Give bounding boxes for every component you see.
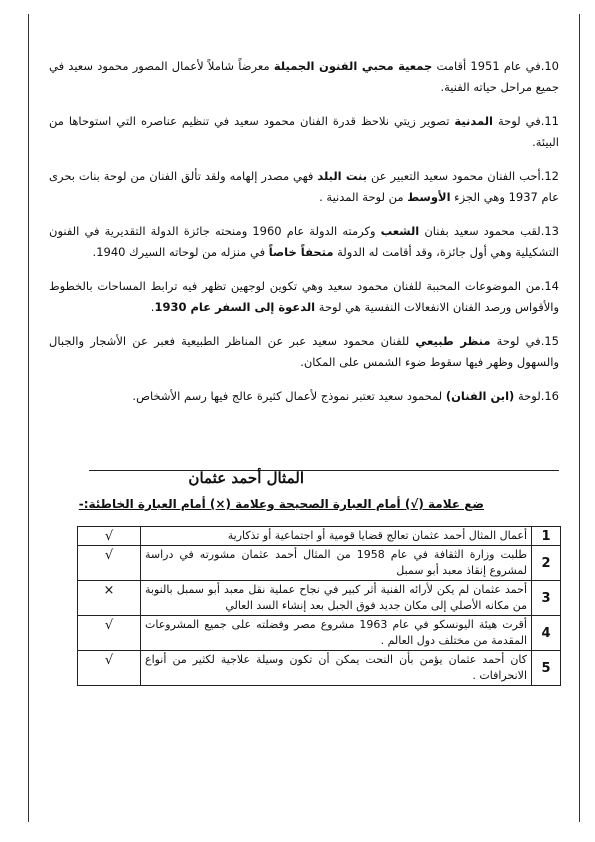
row-answer-mark[interactable]: √: [78, 616, 141, 651]
row-answer-mark[interactable]: ×: [78, 581, 141, 616]
statement-number: 11.: [540, 114, 559, 128]
statement-item: [49, 331, 559, 373]
statement-item: [49, 386, 559, 407]
statement-text: لقب محمود سعيد بفنان الشعب وكرمته الدولة عام 1960 ومنحته جائزة الدولة التقديرية في الفنون التشكيلية وهي أول جائزة، وقد أقامت له الدولة متحفاً خاصاً في منزله من لوحاته السيرك 1940.: [49, 224, 559, 259]
table-row: [78, 527, 561, 546]
section-title: المثال أحمد عثمان: [188, 469, 304, 487]
row-number: 1: [532, 527, 561, 546]
statement-text: لوحة (ابن الفنان) لمحمود سعيد تعتبر نموذج لأعمال كثيرة عالج فيها رسم الأشخاص.: [132, 389, 541, 403]
statement-item: [49, 276, 559, 318]
table-row: [78, 651, 561, 686]
row-answer-mark[interactable]: √: [78, 546, 141, 581]
table-row: [78, 546, 561, 581]
statement-number: 13.: [540, 224, 559, 238]
table-row: [78, 581, 561, 616]
statement-text: من الموضوعات المحببة للفنان محمود سعيد وهي تكوين لوجهين تظهر فيه ترابط المساحات بالخطوط والأقواس ورصد الفنان الانفعالات النفسية هي لوحة الدعوة إلى السفر عام 1930.: [49, 279, 559, 314]
row-statement: أحمد عثمان لم يكن لأرائه الفنية أثر كبير في نجاح عملية نقل معبد أبو سمبل بالنوبة من مكانه الأصلي إلى مكان جديد فوق الجبل بعد إنشاء السد العالي: [141, 581, 532, 616]
row-answer-mark[interactable]: √: [78, 651, 141, 686]
numbered-statements: [49, 56, 559, 420]
statement-item: [49, 166, 559, 208]
row-statement: كان أحمد عثمان يؤمن بأن النحت يمكن أن تكون وسيلة علاجية لكثير من أنواع الانحرافات .: [141, 651, 532, 686]
worksheet-page: [28, 14, 580, 822]
statement-number: 10.: [540, 59, 559, 73]
statement-text: في عام 1951 أقامت جمعية محبي الفنون الجميلة معرضاً شاملاً لأعمال المصور محمود سعيد في جميع مراحل حياته الفنية.: [49, 59, 559, 94]
statement-number: 12.: [540, 169, 559, 183]
statement-text: في لوحة منظر طبيعي للفنان محمود سعيد عبر عن المناظر الطبيعية فعبر عن الأشجار والجبال والسهول وظهر فيها سقوط ضوء الشمس على المكان.: [49, 334, 559, 369]
row-statement: أقرت هيئة اليونسكو في عام 1963 مشروع مصر وفضلته على جميع المشروعات المقدمة من مختلف دول العالم .: [141, 616, 532, 651]
statement-number: 16.: [540, 389, 559, 403]
row-number: 5: [532, 651, 561, 686]
statement-text: في لوحة المدنية تصوير زيتي نلاحظ قدرة الفنان محمود سعيد في تنظيم عناصره التي استوحاها من البيئة.: [49, 114, 559, 149]
section-divider: [89, 470, 559, 471]
statement-text: أحب الفنان محمود سعيد التعبير عن بنت البلد فهي مصدر إلهامه ولقد تألق الفنان من لوحة بنات بحرى عام 1937 وهي الجزء الأوسط من لوحة المدنية .: [49, 169, 559, 204]
statement-item: [49, 111, 559, 153]
row-number: 2: [532, 546, 561, 581]
row-statement: طلبت وزارة الثقافة في عام 1958 من المثال أحمد عثمان مشورته في دراسة لمشروع إنقاذ معبد أبو سمبل: [141, 546, 532, 581]
true-false-table: [77, 526, 561, 686]
row-number: 3: [532, 581, 561, 616]
statement-number: 15.: [540, 334, 559, 348]
statement-number: 14.: [540, 279, 559, 293]
table-row: [78, 616, 561, 651]
row-answer-mark[interactable]: √: [78, 527, 141, 546]
statement-item: [49, 56, 559, 98]
row-number: 4: [532, 616, 561, 651]
statement-item: [49, 221, 559, 263]
instructions: ضع علامة (√) أمام العبارة الصحيحة وعلامة (×) أمام العبارة الخاطئة:-: [78, 497, 484, 511]
row-statement: أعمال المثال أحمد عثمان تعالج قضايا قومية أو اجتماعية أو تذكارية: [141, 527, 532, 546]
